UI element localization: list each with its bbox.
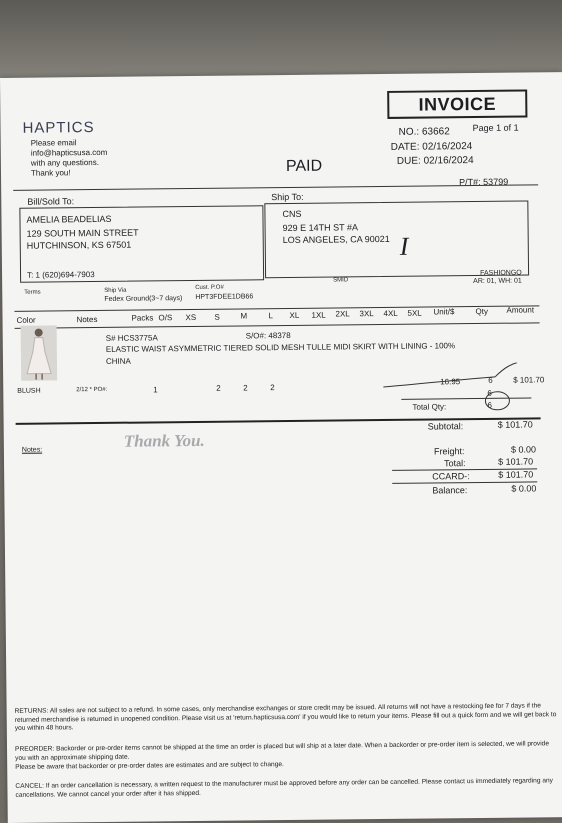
col-m: M — [240, 311, 248, 321]
ship-to-street: 929 E 14TH ST #A — [282, 222, 359, 234]
dress-icon — [21, 325, 58, 380]
col-1xl: 1XL — [311, 310, 326, 320]
product-thumbnail — [21, 325, 58, 380]
col-unit: Unit/$ — [433, 307, 455, 317]
subtotal-value: $ 101.70 — [497, 419, 533, 430]
returns-policy: RETURNS: All sales are not subject to a refund. In some cases, only merchandise exchanges or store credit may be issued. All returns will not have a restocking fee for 7 days if the returned merchandise is returned in unopened condition. Please visit us at 'return.hapticsusa.com' if you would like to return your items. Please fill out a quick form and we will get back to you within 48 hours. — [14, 702, 557, 732]
freight-label: Freight: — [433, 446, 465, 457]
terms-label: Terms — [24, 289, 41, 296]
preorder-note: Please be aware that backorder or pre-order dates are estimates and are subject to change. — [15, 761, 284, 771]
col-qty: Qty — [475, 306, 488, 317]
item-size-l: 2 — [270, 383, 275, 393]
invoice-page — [0, 72, 562, 823]
column-header-top-rule — [14, 305, 539, 311]
balance-value: $ 0.00 — [511, 483, 537, 494]
item-notes: 2/12 * PO#: — [76, 386, 108, 394]
invoice-number: NO.: 63662 — [398, 126, 450, 138]
ship-to-label: Ship To: — [271, 191, 304, 203]
item-unit-price: 16.95 — [440, 377, 461, 387]
col-s: S — [214, 312, 220, 322]
bill-to-name: AMELIA BEADELIAS — [26, 213, 112, 225]
preorder-policy: PREORDER: Backorder or pre-order items cannot be shipped at the time an order is placed but will ship at a later date. When a backorder or pre-order item is selected, we will provide you with an approximate shipping date. — [14, 740, 550, 762]
invoice-date: DATE: 02/16/2024 — [390, 141, 473, 153]
bill-to-phone: T: 1 (620)694-7903 — [27, 270, 95, 280]
notes-label: Notes: — [21, 446, 43, 454]
col-packs: Packs — [131, 313, 154, 323]
ship-via: Fedex Ground(3~7 days) — [104, 295, 183, 303]
col-2xl: 2XL — [335, 309, 350, 319]
total-qty-value: 6 — [487, 400, 492, 410]
total-label: Total: — [444, 458, 466, 469]
item-so-number: S/O#: 48378 — [245, 330, 291, 341]
col-xs: XS — [185, 312, 197, 323]
invoice-title: INVOICE — [418, 93, 497, 115]
ccard-label: CCARD-: — [432, 471, 470, 482]
warehouse-code: AR: 01, WH: 01 — [473, 277, 522, 286]
item-qty-subtotal: 6 — [487, 388, 492, 398]
freight-value: $ 0.00 — [510, 444, 537, 455]
bill-to-street: 129 SOUTH MAIN STREET — [26, 227, 139, 239]
company-line: Please email — [30, 138, 77, 148]
cust-po: HPT3FDEE1DB66 — [195, 293, 254, 301]
item-size-m: 2 — [243, 383, 248, 393]
total-value: $ 101.70 — [497, 456, 534, 467]
col-notes: Notes — [76, 314, 98, 325]
cancel-policy: CANCEL: If an order cancellation is necessary, a written request to the manufacturer must be approved before any order can be cancelled. Please contact us immediately regarding any cancellations. We cannot cancel your order after it has shipped. — [15, 777, 553, 799]
company-line: with any questions. — [30, 157, 99, 168]
item-packs: 1 — [153, 385, 158, 395]
col-3xl: 3XL — [359, 309, 374, 319]
vendor-name: FASHIONGO — [480, 269, 522, 277]
item-origin: CHINA — [105, 356, 131, 366]
bill-to-city: HUTCHINSON, KS 67501 — [26, 239, 132, 251]
col-xl: XL — [289, 310, 300, 320]
item-style: S# HCS3775A — [105, 333, 158, 343]
ship-to-city: LOS ANGELES, CA 90021 — [282, 233, 390, 246]
thank-you-text: Thank You. — [123, 430, 205, 451]
item-size-s: 2 — [216, 383, 221, 393]
company-line: Thank you! — [30, 168, 71, 178]
ccard-value: $ 101.70 — [498, 469, 534, 480]
col-os: O/S — [158, 313, 173, 323]
col-color: Color — [16, 315, 36, 325]
col-5xl: 5XL — [407, 308, 422, 318]
page-indicator: Page 1 of 1 — [472, 122, 519, 134]
invoice-title-box — [387, 89, 527, 118]
item-qty: 6 — [488, 375, 493, 385]
cust-po-label: Cust. P.O# — [195, 284, 224, 291]
col-amount: Amount — [506, 305, 535, 315]
smid-label: SMID — [333, 277, 349, 284]
bill-to-label: Bill/Sold To: — [27, 196, 75, 207]
item-description: ELASTIC WAIST ASYMMETRIC TIERED SOLID MESH TULLE MIDI SKIRT WITH LINING - 100% — [105, 341, 456, 354]
company-email: info@hapticsusa.com — [30, 147, 108, 158]
ship-via-label: Ship Via — [104, 287, 127, 294]
paid-status: PAID — [285, 157, 323, 176]
total-qty-label: Total Qty: — [412, 402, 447, 412]
handwritten-mark: I — [399, 231, 409, 261]
col-l: L — [268, 311, 274, 321]
subtotal-label: Subtotal: — [427, 421, 464, 432]
ship-to-name: CNS — [282, 208, 302, 220]
invoice-due: DUE: 02/16/2024 — [396, 155, 474, 167]
col-4xl: 4XL — [383, 308, 398, 318]
item-amount: $ 101.70 — [513, 375, 545, 385]
item-color: BLUSH — [17, 387, 41, 395]
company-logo: HAPTICS — [22, 119, 95, 137]
pt-number: P/T#: 53799 — [459, 176, 509, 188]
handwritten-check-mark — [383, 362, 534, 414]
header-divider — [13, 184, 538, 190]
balance-label: Balance: — [432, 485, 468, 496]
